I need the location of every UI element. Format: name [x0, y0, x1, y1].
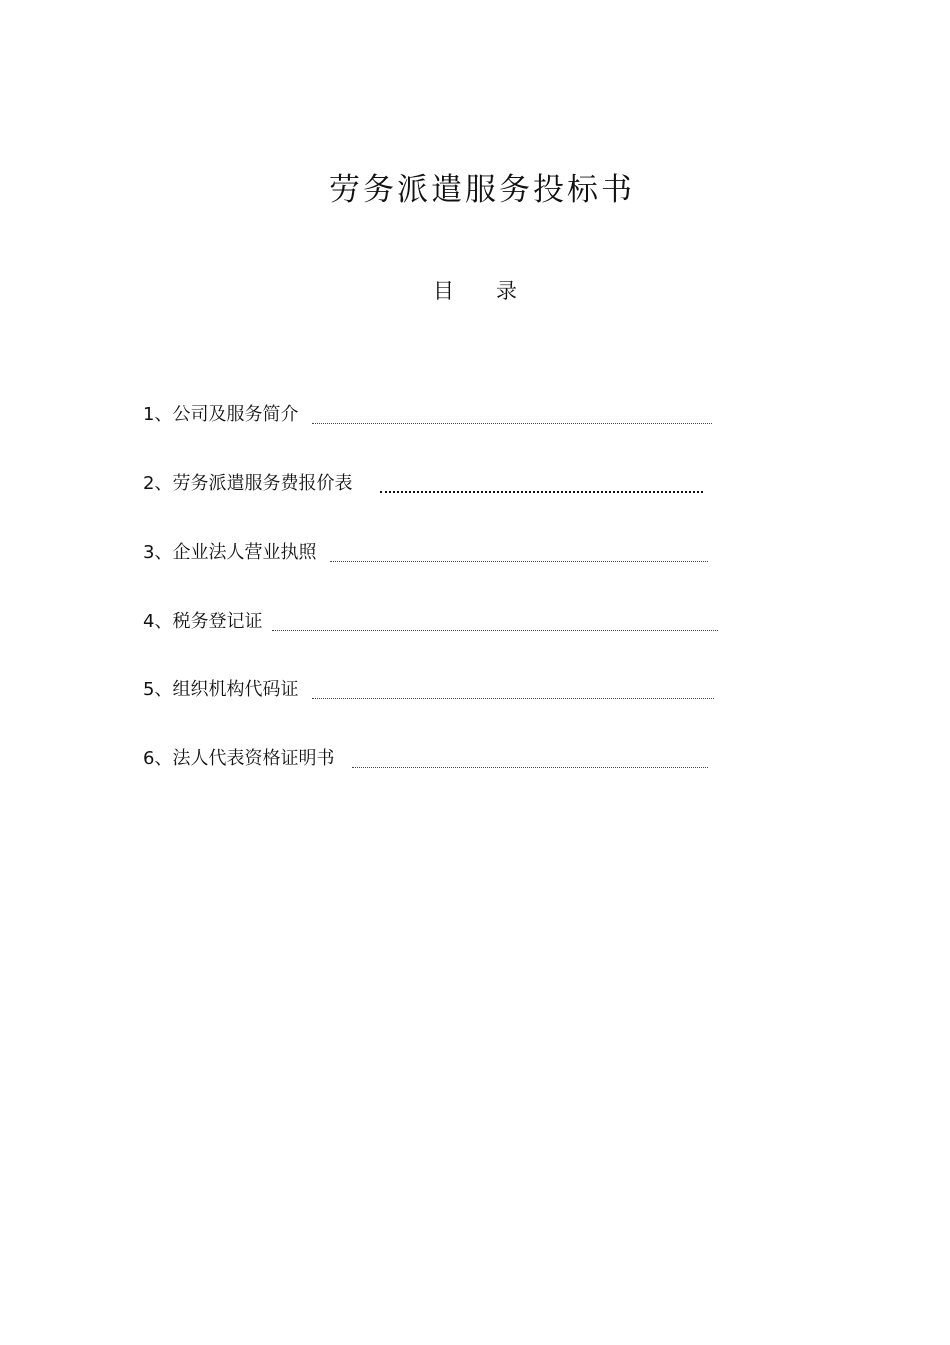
- dotted-leader: [312, 697, 714, 699]
- toc-entry-label: 税务登记证: [172, 611, 263, 632]
- toc-heading: [0, 276, 950, 306]
- toc-entry-label: 公司及服务简介: [172, 404, 299, 425]
- toc-entry-1[interactable]: [143, 398, 712, 428]
- toc-entry-label: 企业法人营业执照: [172, 542, 317, 563]
- dotted-leader: [330, 560, 708, 562]
- toc-entry-6[interactable]: [143, 742, 708, 772]
- toc-heading-char-2: 录: [496, 279, 517, 303]
- toc-heading-char-1: 目: [433, 279, 454, 303]
- document-title: 劳务派遣服务投标书: [329, 172, 635, 208]
- toc-entry-5[interactable]: [143, 673, 714, 703]
- toc-entry-label: 法人代表资格证明书: [172, 748, 335, 769]
- toc-entry-2[interactable]: [143, 467, 703, 497]
- toc-entry-number: 5、: [143, 679, 173, 700]
- dotted-leader: [380, 490, 703, 493]
- toc-entry-4[interactable]: [143, 605, 718, 635]
- toc-entry-number: 4、: [143, 611, 173, 632]
- toc-entry-number: 3、: [143, 542, 173, 563]
- dotted-leader: [272, 629, 718, 631]
- dotted-leader: [312, 422, 712, 424]
- toc-entry-3[interactable]: [143, 536, 708, 566]
- toc-entry-number: 6、: [143, 748, 173, 769]
- toc-entry-label: 组织机构代码证: [172, 679, 299, 700]
- toc-entry-number: 2、: [143, 473, 173, 494]
- toc-entry-number: 1、: [143, 404, 173, 425]
- dotted-leader: [352, 766, 708, 768]
- toc-entry-label: 劳务派遣服务费报价表: [172, 473, 353, 494]
